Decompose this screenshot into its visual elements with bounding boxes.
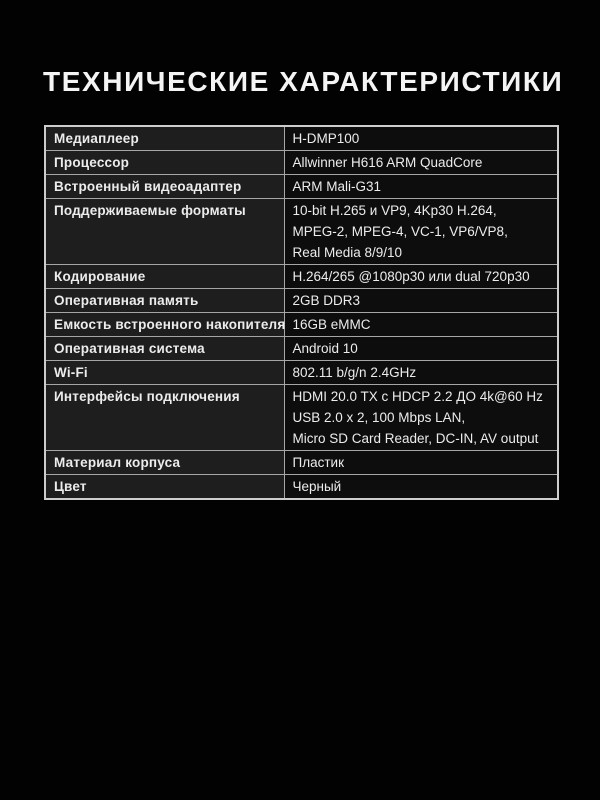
table-row — [45, 151, 558, 175]
spec-value-line: Черный — [292, 479, 342, 494]
spec-value — [284, 199, 558, 265]
spec-table-body — [45, 126, 558, 499]
spec-value — [284, 289, 558, 313]
spec-value-line: Real Media 8/9/10 — [292, 245, 403, 260]
spec-value — [284, 313, 558, 337]
spec-value-line: USB 2.0 x 2, 100 Mbps LAN, — [292, 410, 466, 425]
spec-label: Процессор — [45, 151, 284, 175]
table-row — [45, 361, 558, 385]
spec-label: Медиаплеер — [45, 126, 284, 151]
spec-value-line: HDMI 20.0 TX с HDCP 2.2 ДО 4k@60 Hz — [292, 389, 543, 404]
spec-label: Оперативная система — [45, 337, 284, 361]
table-row — [45, 313, 558, 337]
spec-label: Встроенный видеоадаптер — [45, 175, 284, 199]
table-row — [45, 126, 558, 151]
spec-table — [44, 125, 559, 500]
table-row — [45, 385, 558, 451]
spec-label: Материал корпуса — [45, 451, 284, 475]
spec-label: Цвет — [45, 475, 284, 500]
table-row — [45, 265, 558, 289]
spec-value — [284, 126, 558, 151]
spec-value-line: Allwinner H616 ARM QuadCore — [292, 155, 483, 170]
spec-value-line: H-DMP100 — [292, 131, 360, 146]
page-title: ТЕХНИЧЕСКИЕ ХАРАКТЕРИСТИКИ — [43, 66, 564, 97]
spec-value-line: 10-bit H.265 и VP9, 4Kp30 H.264, — [292, 203, 497, 218]
spec-value-line: ARM Mali-G31 — [292, 179, 382, 194]
spec-label: Поддерживаемые форматы — [45, 199, 284, 265]
spec-label: Кодирование — [45, 265, 284, 289]
spec-value — [284, 151, 558, 175]
table-row — [45, 289, 558, 313]
table-row — [45, 175, 558, 199]
spec-value — [284, 175, 558, 199]
spec-value-line: Micro SD Card Reader, DC-IN, AV output — [292, 431, 539, 446]
spec-value — [284, 385, 558, 451]
table-row — [45, 451, 558, 475]
spec-value-line: Android 10 — [292, 341, 358, 356]
spec-value — [284, 337, 558, 361]
spec-value — [284, 475, 558, 500]
spec-label: Интерфейсы подключения — [45, 385, 284, 451]
spec-label: Оперативная память — [45, 289, 284, 313]
table-row — [45, 475, 558, 500]
spec-value — [284, 361, 558, 385]
spec-label: Wi-Fi — [45, 361, 284, 385]
spec-value-line: Пластик — [292, 455, 344, 470]
spec-value — [284, 451, 558, 475]
spec-value-line: 2GB DDR3 — [292, 293, 361, 308]
table-row — [45, 337, 558, 361]
spec-value — [284, 265, 558, 289]
spec-value-line: H.264/265 @1080p30 или dual 720p30 — [292, 269, 530, 284]
table-row — [45, 199, 558, 265]
spec-value-line: 16GB eMMC — [292, 317, 371, 332]
spec-value-line: MPEG-2, MPEG-4, VC-1, VP6/VP8, — [292, 224, 508, 239]
spec-value-line: 802.11 b/g/n 2.4GHz — [292, 365, 417, 380]
spec-label: Емкость встроенного накопителя — [45, 313, 284, 337]
